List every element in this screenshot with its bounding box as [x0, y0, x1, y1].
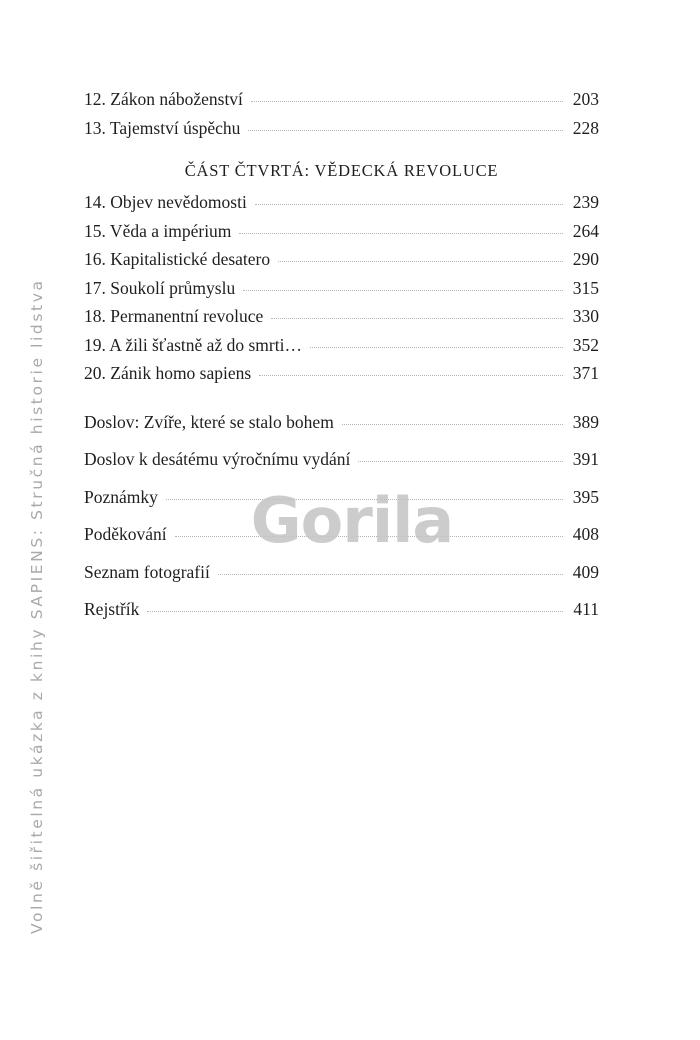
dot-leader [278, 260, 563, 262]
toc-entry-page: 409 [572, 561, 599, 582]
toc-entry-page: 352 [572, 334, 599, 355]
toc-entry-title: 20. Zánik homo sapiens [84, 363, 252, 383]
toc-entry-title: 12. Zákon náboženství [84, 89, 243, 109]
toc-entry[interactable] [84, 85, 599, 114]
toc-entry-title: Doslov: Zvíře, které se stalo bohem [84, 411, 334, 432]
toc-entry[interactable] [84, 114, 599, 143]
toc-entry[interactable] [84, 245, 599, 274]
toc-entry-page: 203 [572, 89, 599, 109]
dot-leader [342, 423, 563, 425]
toc-group-top [84, 85, 599, 142]
dot-leader [248, 129, 563, 131]
toc-entry[interactable] [84, 274, 599, 303]
toc-entry-page: 408 [572, 524, 599, 545]
toc-entry-title: 14. Objev nevědomosti [84, 192, 247, 212]
toc-entry-title: 15. Věda a impérium [84, 220, 232, 241]
toc-entry-title: Doslov k desátému výročnímu vydání [84, 449, 351, 470]
dot-leader [310, 346, 563, 348]
section-heading: ČÁST ČTVRTÁ: VĚDECKÁ REVOLUCE [184, 161, 499, 180]
toc-group-section [84, 188, 599, 388]
toc-entry[interactable] [84, 359, 599, 388]
toc-entry-title: Seznam fotografií [84, 561, 210, 582]
dot-leader [259, 374, 563, 376]
dot-leader [271, 317, 563, 319]
toc-entry-page: 290 [572, 249, 599, 269]
dot-leader [147, 610, 563, 612]
toc-entry-page: 330 [572, 306, 599, 326]
dot-leader [255, 203, 563, 205]
toc-entry-page: 315 [572, 277, 599, 298]
toc-entry-page: 264 [572, 220, 599, 241]
dot-leader [358, 460, 563, 462]
toc-entry[interactable] [84, 302, 599, 331]
toc-entry[interactable] [84, 554, 599, 592]
toc-entry[interactable] [84, 404, 599, 442]
toc-entry[interactable] [84, 331, 599, 360]
toc-entry-title: 19. A žili šťastně až do smrti… [84, 334, 302, 355]
toc-entry-page: 228 [572, 117, 599, 138]
toc-entry-page: 391 [572, 449, 599, 470]
dot-leader [218, 573, 563, 575]
toc-entry-title: 17. Soukolí průmyslu [84, 277, 236, 298]
vertical-side-note: Volně šiřitelná ukázka z knihy SAPIENS: Stručná historie lidstva [28, 278, 46, 934]
dot-leader [239, 232, 563, 234]
toc-entry-page: 411 [573, 599, 599, 620]
toc-entry-title: 13. Tajemství úspěchu [84, 117, 241, 138]
toc-entry-page: 395 [572, 486, 599, 507]
toc-entry-page: 389 [572, 411, 599, 432]
dot-leader [251, 100, 563, 102]
dot-leader [243, 289, 563, 291]
toc-entry[interactable] [84, 591, 599, 629]
toc-entry-title: Rejstřík [84, 599, 140, 620]
toc-entry[interactable] [84, 217, 599, 246]
toc-entry-title: Poděkování [84, 524, 167, 545]
toc-entry-page: 371 [572, 363, 599, 383]
watermark-logo: Gorila [250, 484, 454, 557]
toc-entry-title: Poznámky [84, 486, 158, 507]
toc-entry[interactable] [84, 441, 599, 479]
toc-entry-title: 18. Permanentní revoluce [84, 306, 264, 326]
toc-entry-title: 16. Kapitalistické desatero [84, 249, 271, 269]
toc-entry-page: 239 [572, 192, 599, 212]
spacer [84, 388, 599, 404]
toc-entry[interactable] [84, 188, 599, 217]
